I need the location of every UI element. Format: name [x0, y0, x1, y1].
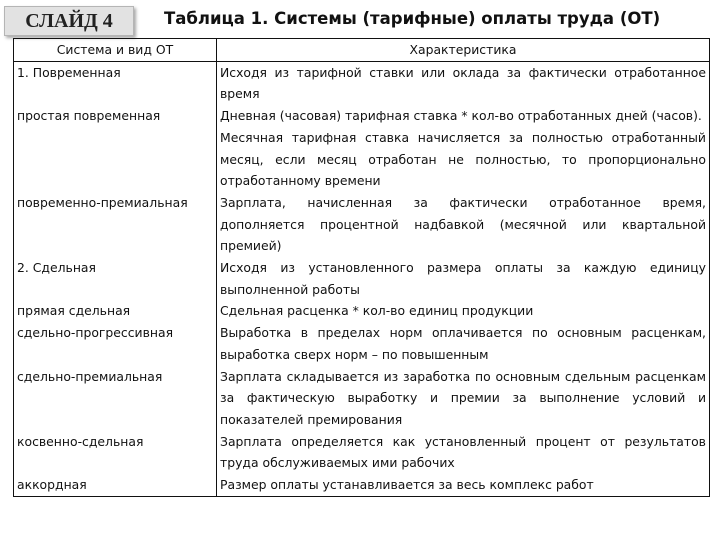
- characteristic-cell: [217, 105, 710, 192]
- system-type-cell: косвенно-сдельная: [14, 431, 217, 474]
- characteristic-cell: [217, 431, 710, 474]
- characteristic-text: Зарплата, начисленная за фактически отработанное время, дополняется процентной надбавкой (месячной или квартальной премией): [220, 194, 706, 254]
- characteristic-text: Исходя из установленного размера оплаты за каждую единицу выполненной работы: [220, 260, 706, 297]
- system-type-cell: сдельно-премиальная: [14, 366, 217, 431]
- characteristic-text: Зарплата складывается из заработка по основным сдельным расценкам за фактическую выработку и премии за выполнение условий и показателей премирования: [220, 368, 706, 427]
- column-header-system: Система и вид ОТ: [14, 39, 217, 62]
- table-row: [14, 300, 710, 322]
- table-row: [14, 474, 710, 496]
- system-type-cell: прямая сдельная: [14, 300, 217, 322]
- table-row: [14, 257, 710, 300]
- table-row: [14, 366, 710, 431]
- characteristic-text: Исходя из тарифной ставки или оклада за фактически отработанное время: [220, 64, 706, 102]
- page-title: Таблица 1. Системы (тарифные) оплаты труда (ОТ): [164, 9, 661, 28]
- characteristic-cell: [217, 366, 710, 431]
- system-type-cell: 2. Сдельная: [14, 257, 217, 300]
- table-row: [14, 431, 710, 474]
- characteristic-text: Дневная (часовая) тарифная ставка * кол-во отработанных дней (часов).: [220, 108, 702, 124]
- characteristic-text: Выработка в пределах норм оплачивается по основным расценкам, выработка сверх норм – по повышенным: [220, 325, 706, 362]
- system-type-cell: аккордная: [14, 474, 217, 496]
- characteristic-text: Месячная тарифная ставка начисляется за полностью отработанный месяц, если месяц отработан не полностью, то пропорционально отработанному времени: [220, 129, 706, 189]
- system-type-cell: повременно-премиальная: [14, 192, 217, 257]
- system-type-cell: простая повременная: [14, 105, 217, 192]
- table-header-row: [14, 39, 710, 62]
- slide-number-badge: СЛАЙД 4: [4, 6, 134, 36]
- characteristic-text: Сдельная расценка * кол-во единиц продукции: [220, 303, 534, 319]
- table-row: [14, 192, 710, 257]
- table-row: [14, 61, 710, 105]
- characteristic-cell: [217, 474, 710, 496]
- characteristic-cell: [217, 257, 710, 300]
- characteristic-cell: [217, 300, 710, 322]
- characteristic-text: Зарплата определяется как установленный процент от результатов труда обслуживаемых ими рабочих: [220, 433, 706, 471]
- table-row: [14, 105, 710, 192]
- system-type-cell: 1. Повременная: [14, 61, 217, 105]
- system-type-cell: сдельно-прогрессивная: [14, 322, 217, 365]
- characteristic-text: Размер оплаты устанавливается за весь комплекс работ: [220, 477, 594, 493]
- column-header-characteristic: Характеристика: [217, 39, 710, 62]
- characteristic-cell: [217, 61, 710, 105]
- table-row: [14, 322, 710, 365]
- characteristic-cell: [217, 192, 710, 257]
- pay-systems-table: [13, 38, 710, 497]
- characteristic-cell: [217, 322, 710, 365]
